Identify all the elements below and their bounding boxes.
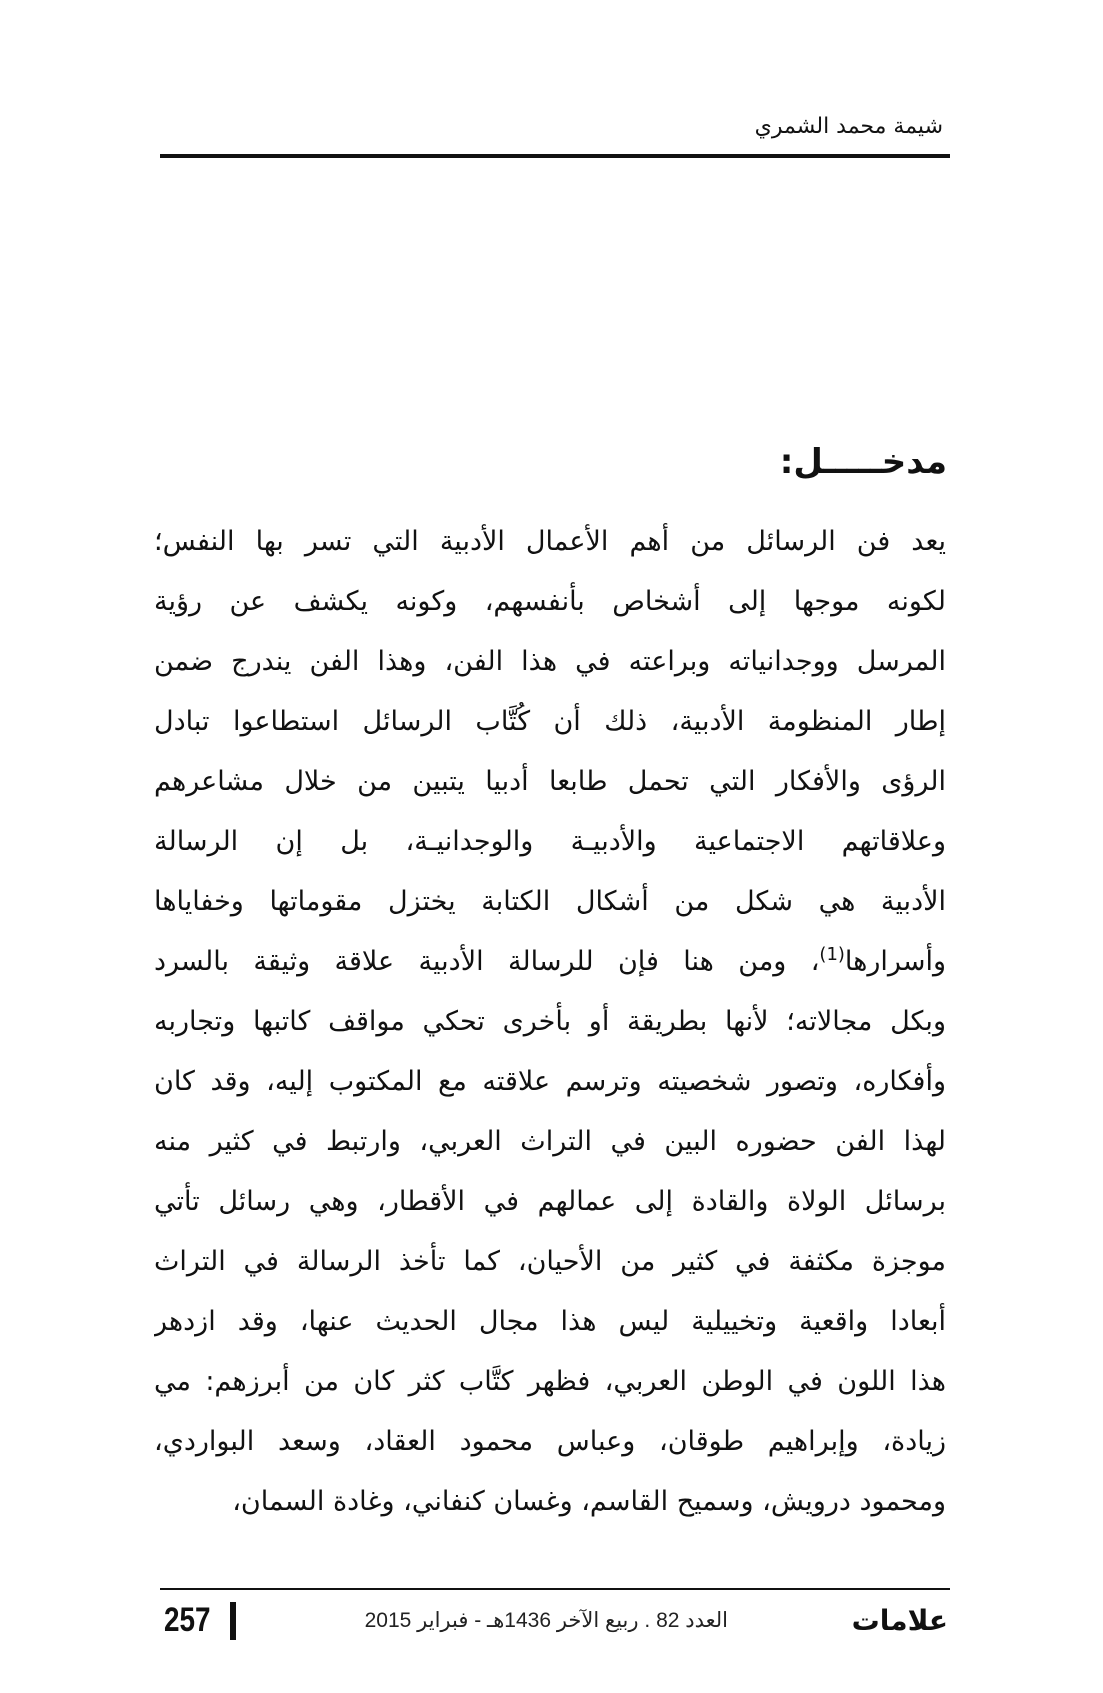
body-line: إطار المنظومة الأدبية، ذلك أن كُتَّاب الرسائل استطاعوا تبادل (154, 706, 946, 737)
header-rule (160, 154, 950, 158)
body-line-with-footnote (154, 932, 946, 992)
footer-rule (160, 1588, 950, 1590)
body-line: الرؤى والأفكار التي تحمل طابعا أدبيا يتبين من خلال مشاعرهم (154, 766, 946, 797)
body-text (154, 512, 946, 1532)
body-line: زيادة، وإبراهيم طوقان، وعباس محمود العقاد، وسعد البواردي، (154, 1426, 946, 1457)
body-line: برسائل الولاة والقادة إلى عمالهم في الأقطار، وهي رسائل تأتي (154, 1186, 946, 1217)
body-line: وبكل مجالاته؛ لأنها بطريقة أو بأخرى تحكي مواقف كاتبها وتجاربه (154, 1006, 946, 1037)
body-line: لكونه موجها إلى أشخاص بأنفسهم، وكونه يكشف عن رؤية (154, 586, 946, 617)
body-line: الأدبية هي شكل من أشكال الكتابة يختزل مقوماتها وخفاياها (154, 886, 946, 917)
body-line: أبعادا واقعية وتخييلية ليس هذا مجال الحديث عنها، وقد ازدهر (154, 1306, 946, 1337)
body-text-fragment: وأسرارها (844, 946, 946, 977)
running-head-author: شيمة محمد الشمري (754, 114, 943, 139)
page-number: 257 (164, 1601, 211, 1639)
body-line: المرسل ووجدانياته وبراعته في هذا الفن، وهذا الفن يندرج ضمن (154, 646, 946, 677)
body-line: موجزة مكثفة في كثير من الأحيان، كما تأخذ الرسالة في التراث (154, 1246, 946, 1277)
section-heading: مدخـــــل: (779, 442, 947, 482)
footer (160, 1596, 950, 1646)
body-line: هذا اللون في الوطن العربي، فظهر كتَّاب كثر كان من أبرزهم: مي (154, 1366, 946, 1397)
body-text-fragment: ، ومن هنا فإن للرسالة الأدبية علاقة وثيقة بالسرد (154, 946, 820, 977)
body-line: وعلاقاتهم الاجتماعية والأدبيـة والوجدانيـة، بل إن الرسالة (154, 826, 946, 857)
footnote-reference[interactable]: (1) (819, 944, 845, 965)
issue-info: العدد 82 . ربيع الآخر 1436هـ - فبراير 2015 (364, 1609, 728, 1632)
body-line: ومحمود درويش، وسميح القاسم، وغسان كنفاني، وغادة السمان، (232, 1486, 946, 1517)
body-line: يعد فن الرسائل من أهم الأعمال الأدبية التي تسر بها النفس؛ (154, 526, 946, 557)
footer-divider (230, 1602, 236, 1640)
body-line: وأفكاره، وتصور شخصيته وترسم علاقته مع المكتوب إليه، وقد كان (154, 1066, 946, 1097)
journal-logo: علامات (851, 1604, 948, 1637)
body-line: لهذا الفن حضوره البين في التراث العربي، وارتبط في كثير منه (154, 1126, 946, 1157)
